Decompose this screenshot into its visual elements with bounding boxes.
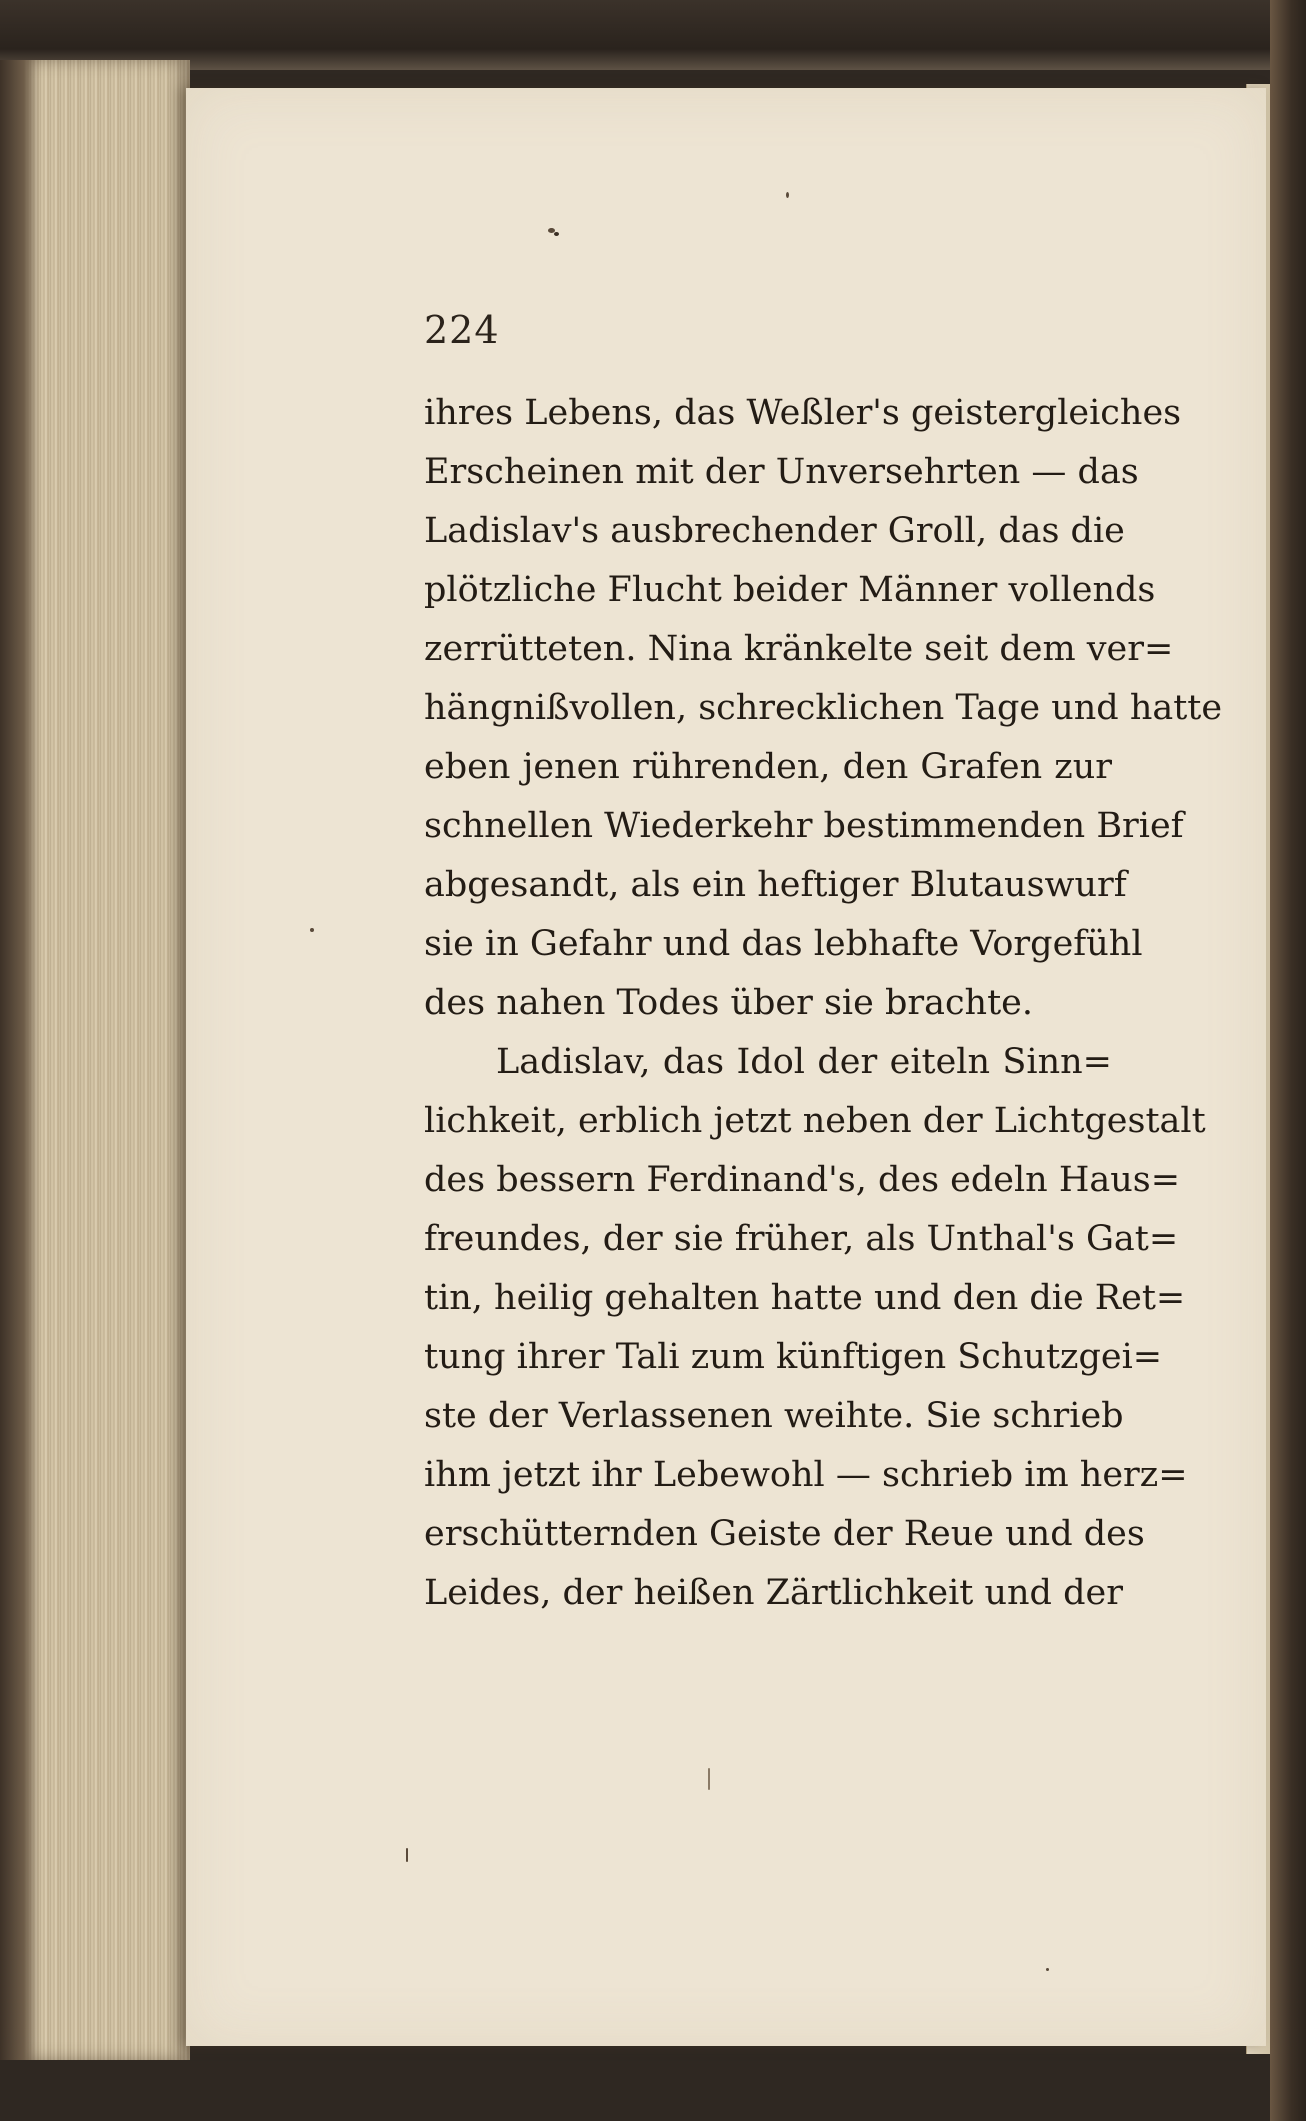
text-line: freundes, der sie früher, als Unthal's Gat=	[424, 1219, 1179, 1259]
paper-speck	[310, 928, 314, 932]
text-line: tin, heilig gehalten hatte und den die Ret=	[424, 1278, 1186, 1318]
text-line: des bessern Ferdinand's, des edeln Haus=	[424, 1160, 1181, 1200]
text-line: Leides, der heißen Zärtlichkeit und der	[424, 1573, 1123, 1613]
text-line: ihm jetzt ihr Lebewohl — schrieb im herz=	[424, 1455, 1188, 1495]
text-line: Ladislav, das Idol der eiteln Sinn=	[496, 1042, 1112, 1082]
paper-speck	[406, 1848, 408, 1862]
text-line: hängnißvollen, schrecklichen Tage und hatte	[424, 688, 1223, 728]
text-line: ihres Lebens, das Weßler's geistergleiches	[424, 393, 1182, 433]
text-line: schnellen Wiederkehr bestimmenden Brief	[424, 806, 1184, 846]
text-line: des nahen Todes über sie brachte.	[424, 983, 1033, 1023]
spine-shadow	[0, 60, 40, 2060]
paper-speck	[1046, 1968, 1049, 1971]
book-cover-right	[1270, 0, 1306, 2121]
text-line: lichkeit, erblich jetzt neben der Lichtgestalt	[424, 1101, 1206, 1141]
text-line: Erscheinen mit der Unversehrten — das	[424, 452, 1139, 492]
book-cover-top	[0, 0, 1306, 70]
text-line: zerrütteten. Nina kränkelte seit dem ver=	[424, 629, 1174, 669]
text-line: tung ihrer Tali zum künftigen Schutzgei=	[424, 1337, 1163, 1377]
paper-speck	[786, 192, 789, 198]
text-line: sie in Gefahr und das lebhafte Vorgefühl	[424, 924, 1143, 964]
text-line: ste der Verlassenen weihte. Sie schrieb	[424, 1396, 1124, 1436]
text-line: eben jenen rührenden, den Grafen zur	[424, 747, 1112, 787]
text-line: plötzliche Flucht beider Männer vollends	[424, 570, 1156, 610]
page-number: 224	[424, 308, 500, 352]
paper-speck	[708, 1768, 710, 1790]
text-line: abgesandt, als ein heftiger Blutauswurf	[424, 865, 1127, 905]
paper-speck	[554, 232, 559, 236]
text-line: erschütternden Geiste der Reue und des	[424, 1514, 1145, 1554]
text-line: Ladislav's ausbrechender Groll, das die	[424, 511, 1125, 551]
body-text	[424, 384, 1223, 1623]
